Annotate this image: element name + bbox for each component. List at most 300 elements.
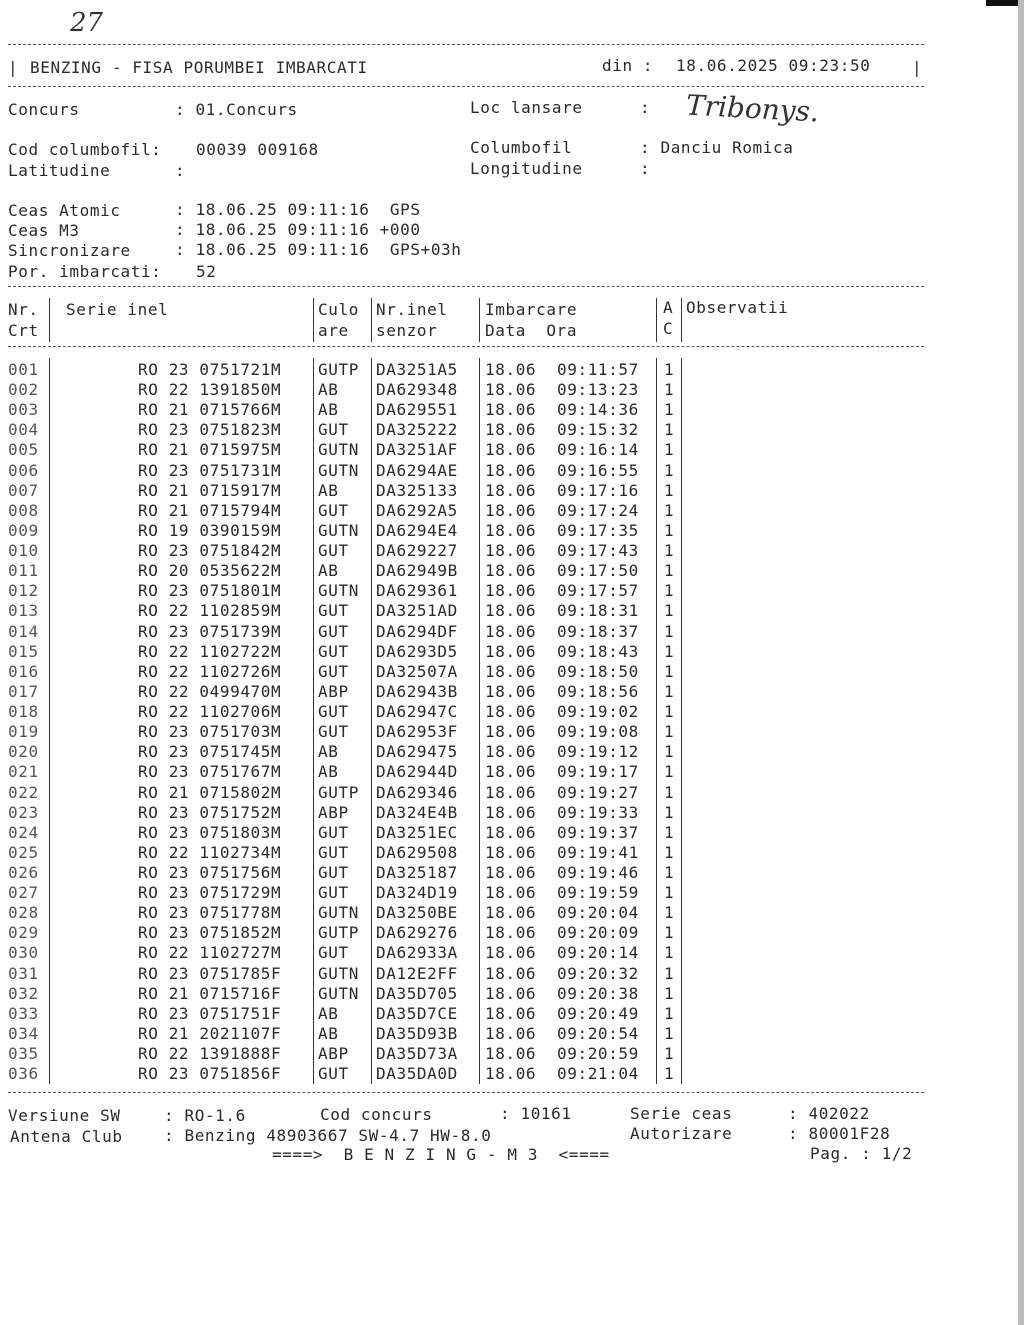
ring-sensor-id: DA629361: [376, 581, 458, 601]
ring-series: RO 22 1102727M: [138, 943, 282, 963]
boarding-date: 18.06: [485, 601, 537, 621]
ring-series: RO 23 0751767M: [138, 762, 282, 782]
pigeon-color: GUT: [318, 1064, 349, 1084]
table-row: [0, 642, 1024, 662]
boarding-date: 18.06: [485, 903, 537, 923]
divider: [8, 1092, 924, 1093]
table-row: [0, 521, 1024, 541]
ac-flag: 1: [664, 480, 675, 500]
ring-series: RO 21 0715975M: [138, 440, 282, 460]
table-row: [0, 481, 1024, 501]
pigeon-color: AB: [318, 380, 339, 400]
ring-series: RO 22 1391888F: [138, 1044, 282, 1064]
ring-series: RO 23 0751756M: [138, 863, 282, 882]
ac-flag: 1: [664, 822, 675, 842]
ring-sensor-id: DA12E2FF: [376, 963, 458, 983]
col-nr-2: Crt: [8, 321, 39, 340]
ring-series: RO 23 0751745M: [138, 742, 282, 762]
pigeon-color: GUT: [318, 822, 349, 842]
boarding-date: 18.06: [485, 460, 537, 480]
ring-sensor-id: DA6294DF: [376, 621, 458, 641]
table-row: [0, 722, 1024, 742]
ac-flag: 1: [664, 863, 675, 882]
ring-series: RO 23 0751801M: [138, 581, 282, 601]
column-separator: [479, 298, 480, 342]
cod-columbofil-label: Cod columbofil:: [8, 140, 162, 159]
boarding-date: 18.06: [485, 722, 537, 742]
ac-flag: 1: [664, 561, 675, 581]
ring-series: RO 21 0715716F: [138, 983, 282, 1003]
table-row: [0, 1064, 1024, 1084]
column-separator: [681, 298, 682, 342]
col-imbarcare-1: Imbarcare: [485, 300, 578, 319]
boarding-time: 09:16:14: [557, 440, 639, 460]
pigeon-color: GUTP: [318, 923, 359, 943]
ring-sensor-id: DA62943B: [376, 681, 458, 701]
ac-flag: 1: [664, 601, 675, 621]
ring-series: RO 22 1102734M: [138, 842, 282, 862]
antena-club-label: Antena Club: [10, 1127, 123, 1146]
ac-flag: 1: [664, 440, 675, 460]
col-ac-1: A: [663, 298, 674, 317]
boarding-time: 09:19:17: [557, 762, 639, 782]
pigeon-color: GUTN: [318, 983, 359, 1003]
ceas-atomic-label: Ceas Atomic: [8, 201, 121, 220]
row-number: 024: [8, 822, 39, 842]
ring-sensor-id: DA62947C: [376, 702, 458, 722]
boarding-time: 09:19:27: [557, 782, 639, 802]
boarding-time: 09:15:32: [557, 420, 639, 440]
ring-sensor-id: DA35D73A: [376, 1044, 458, 1064]
ring-sensor-id: DA35DA0D: [376, 1064, 458, 1084]
ac-flag: 1: [664, 742, 675, 762]
column-separator: [49, 298, 50, 342]
boarding-time: 09:20:38: [557, 983, 639, 1003]
col-imbarcare-2: Data Ora: [485, 321, 578, 340]
boarding-date: 18.06: [485, 983, 537, 1003]
ring-series: RO 22 1102722M: [138, 641, 282, 661]
ac-flag: 1: [664, 581, 675, 601]
table-row: [0, 964, 1024, 984]
pigeon-color: AB: [318, 1023, 339, 1043]
ring-series: RO 23 0751729M: [138, 883, 282, 903]
col-culoare-1: Culo: [318, 300, 359, 319]
pigeon-color: GUTN: [318, 520, 359, 540]
antena-club-value: : Benzing 48903667 SW-4.7 HW-8.0: [164, 1126, 492, 1145]
ac-flag: 1: [664, 360, 675, 379]
page-indicator: Pag. : 1/2: [810, 1144, 913, 1163]
ring-sensor-id: DA629346: [376, 782, 458, 802]
latitudine-value: :: [175, 161, 186, 180]
longitudine-label: Longitudine: [470, 159, 583, 178]
table-row: [0, 903, 1024, 923]
boarding-time: 09:20:04: [557, 903, 639, 923]
boarding-date: 18.06: [485, 822, 537, 842]
ring-series: RO 23 0751778M: [138, 903, 282, 923]
boarding-time: 09:20:09: [557, 923, 639, 943]
boarding-date: 18.06: [485, 420, 537, 440]
column-separator: [313, 298, 314, 342]
pigeon-color: ABP: [318, 681, 349, 701]
cod-concurs-label: Cod concurs: [320, 1105, 433, 1124]
row-number: 018: [8, 702, 39, 722]
ring-sensor-id: DA629348: [376, 380, 458, 400]
ring-series: RO 23 0751823M: [138, 420, 282, 440]
table-row: [0, 823, 1024, 843]
row-number: 035: [8, 1044, 39, 1064]
row-number: 031: [8, 963, 39, 983]
ceas-m3-value: : 18.06.25 09:11:16 +000: [175, 220, 421, 239]
boarding-date: 18.06: [485, 581, 537, 601]
boarding-time: 09:19:59: [557, 883, 639, 903]
boarding-time: 09:17:24: [557, 500, 639, 520]
pigeon-color: GUT: [318, 661, 349, 681]
ring-sensor-id: DA3251AF: [376, 440, 458, 460]
pigeon-color: GUT: [318, 722, 349, 742]
page-number-handwritten: 27: [70, 8, 104, 38]
divider: [8, 286, 924, 287]
row-number: 029: [8, 923, 39, 943]
column-separator: [656, 298, 657, 342]
report-date-label: din :: [602, 56, 654, 75]
pigeon-color: GUT: [318, 641, 349, 661]
ac-flag: 1: [664, 621, 675, 641]
ring-series: RO 23 0751803M: [138, 822, 282, 842]
ac-flag: 1: [664, 541, 675, 561]
table-row: [0, 682, 1024, 702]
row-number: 022: [8, 782, 39, 802]
row-number: 032: [8, 983, 39, 1003]
row-number: 023: [8, 802, 39, 822]
ring-sensor-id: DA3251EC: [376, 822, 458, 842]
table-row: [0, 783, 1024, 803]
table-row: [0, 420, 1024, 440]
ac-flag: 1: [664, 1044, 675, 1064]
row-number: 014: [8, 621, 39, 641]
table-row: [0, 1004, 1024, 1024]
row-number: 026: [8, 863, 39, 882]
boarding-time: 09:18:50: [557, 661, 639, 681]
boarding-time: 09:17:43: [557, 541, 639, 561]
pigeon-color: GUTN: [318, 963, 359, 983]
header-bar-right: |: [912, 58, 923, 77]
ring-series: RO 22 1102706M: [138, 702, 282, 722]
boarding-time: 09:13:23: [557, 380, 639, 400]
ring-sensor-id: DA62949B: [376, 561, 458, 581]
boarding-date: 18.06: [485, 520, 537, 540]
pigeon-color: GUT: [318, 863, 349, 882]
boarding-date: 18.06: [485, 380, 537, 400]
table-row: [0, 440, 1024, 460]
porumbei-imbarcati-label: Por. imbarcati:: [8, 262, 162, 281]
boarding-date: 18.06: [485, 842, 537, 862]
ac-flag: 1: [664, 400, 675, 420]
boarding-date: 18.06: [485, 681, 537, 701]
boarding-time: 09:17:50: [557, 561, 639, 581]
latitudine-label: Latitudine: [8, 161, 111, 180]
row-number: 036: [8, 1064, 39, 1084]
pigeon-color: AB: [318, 742, 339, 762]
pigeon-color: GUTP: [318, 360, 359, 379]
columbofil-value: : Danciu Romica: [640, 138, 794, 157]
pigeon-color: GUT: [318, 420, 349, 440]
ac-flag: 1: [664, 380, 675, 400]
ring-series: RO 20 0535622M: [138, 561, 282, 581]
boarding-date: 18.06: [485, 963, 537, 983]
boarding-time: 09:14:36: [557, 400, 639, 420]
row-number: 025: [8, 842, 39, 862]
boarding-time: 09:20:59: [557, 1044, 639, 1064]
table-row: [0, 843, 1024, 863]
ring-sensor-id: DA6292A5: [376, 500, 458, 520]
boarding-time: 09:18:56: [557, 681, 639, 701]
pigeon-color: AB: [318, 480, 339, 500]
longitudine-value: :: [640, 159, 651, 178]
ac-flag: 1: [664, 460, 675, 480]
ring-sensor-id: DA6294AE: [376, 460, 458, 480]
pigeon-color: GUT: [318, 943, 349, 963]
table-row: [0, 461, 1024, 481]
boarding-date: 18.06: [485, 1003, 537, 1023]
ac-flag: 1: [664, 983, 675, 1003]
boarding-time: 09:18:31: [557, 601, 639, 621]
pigeon-color: ABP: [318, 1044, 349, 1064]
boarding-date: 18.06: [485, 440, 537, 460]
ac-flag: 1: [664, 963, 675, 983]
pigeon-color: AB: [318, 1003, 339, 1023]
ring-sensor-id: DA35D7CE: [376, 1003, 458, 1023]
boarding-date: 18.06: [485, 782, 537, 802]
row-number: 006: [8, 460, 39, 480]
ring-sensor-id: DA6293D5: [376, 641, 458, 661]
boarding-time: 09:19:46: [557, 863, 639, 882]
boarding-date: 18.06: [485, 923, 537, 943]
row-number: 012: [8, 581, 39, 601]
boarding-time: 09:20:54: [557, 1023, 639, 1043]
ring-series: RO 23 0751852M: [138, 923, 282, 943]
ring-series: RO 22 1102859M: [138, 601, 282, 621]
ac-flag: 1: [664, 722, 675, 742]
ac-flag: 1: [664, 500, 675, 520]
ac-flag: 1: [664, 802, 675, 822]
ceas-m3-label: Ceas M3: [8, 221, 80, 240]
boarding-time: 09:17:16: [557, 480, 639, 500]
ring-sensor-id: DA3251AD: [376, 601, 458, 621]
table-row: [0, 662, 1024, 682]
loc-lansare-label: Loc lansare: [470, 98, 583, 117]
row-number: 001: [8, 360, 39, 379]
col-observatii: Observatii: [686, 298, 789, 317]
ring-sensor-id: DA325133: [376, 480, 458, 500]
report-date: 18.06.2025 09:23:50: [676, 56, 871, 75]
boarding-time: 09:16:55: [557, 460, 639, 480]
ring-sensor-id: DA629475: [376, 742, 458, 762]
pigeon-color: GUT: [318, 702, 349, 722]
header-bar-left: |: [8, 58, 19, 77]
pigeon-color: GUT: [318, 621, 349, 641]
table-row: [0, 561, 1024, 581]
table-row: [0, 601, 1024, 621]
ac-flag: 1: [664, 1064, 675, 1084]
concurs-value: : 01.Concurs: [175, 100, 298, 119]
table-row: [0, 1024, 1024, 1044]
serie-ceas-value: : 402022: [788, 1104, 870, 1123]
autorizare-label: Autorizare: [630, 1124, 733, 1143]
boarding-date: 18.06: [485, 400, 537, 420]
ring-sensor-id: DA62933A: [376, 943, 458, 963]
boarding-date: 18.06: [485, 802, 537, 822]
boarding-date: 18.06: [485, 883, 537, 903]
ring-series: RO 23 0751721M: [138, 360, 282, 379]
ring-series: RO 21 0715766M: [138, 400, 282, 420]
boarding-date: 18.06: [485, 863, 537, 882]
row-number: 008: [8, 500, 39, 520]
pigeon-color: GUTN: [318, 903, 359, 923]
row-number: 021: [8, 762, 39, 782]
col-ac-2: C: [663, 319, 674, 338]
ring-series: RO 21 0715917M: [138, 480, 282, 500]
columbofil-label: Columbofil: [470, 138, 573, 157]
serie-ceas-label: Serie ceas: [630, 1104, 733, 1123]
pigeon-color: AB: [318, 762, 339, 782]
ring-series: RO 23 0751842M: [138, 541, 282, 561]
boarding-date: 18.06: [485, 500, 537, 520]
ac-flag: 1: [664, 943, 675, 963]
boarding-date: 18.06: [485, 661, 537, 681]
col-serie: Serie inel: [66, 300, 169, 319]
ring-sensor-id: DA62953F: [376, 722, 458, 742]
boarding-time: 09:20:32: [557, 963, 639, 983]
ring-series: RO 22 1102726M: [138, 661, 282, 681]
ac-flag: 1: [664, 903, 675, 923]
loc-lansare-handwritten: Tribonys.: [685, 88, 820, 129]
ring-sensor-id: DA325222: [376, 420, 458, 440]
ring-series: RO 23 0751731M: [138, 460, 282, 480]
ring-sensor-id: DA3250BE: [376, 903, 458, 923]
ring-sensor-id: DA3251A5: [376, 360, 458, 379]
boarding-date: 18.06: [485, 541, 537, 561]
ring-sensor-id: DA6294E4: [376, 520, 458, 540]
boarding-date: 18.06: [485, 1023, 537, 1043]
boarding-date: 18.06: [485, 1064, 537, 1084]
ring-series: RO 21 0715802M: [138, 782, 282, 802]
boarding-date: 18.06: [485, 621, 537, 641]
table-row: [0, 400, 1024, 420]
ring-sensor-id: DA35D93B: [376, 1023, 458, 1043]
pigeon-color: GUTN: [318, 460, 359, 480]
row-number: 030: [8, 943, 39, 963]
pigeon-color: AB: [318, 400, 339, 420]
sincronizare-label: Sincronizare: [8, 241, 131, 260]
boarding-time: 09:19:08: [557, 722, 639, 742]
row-number: 005: [8, 440, 39, 460]
row-number: 010: [8, 541, 39, 561]
table-row: [0, 541, 1024, 561]
row-number: 028: [8, 903, 39, 923]
boarding-date: 18.06: [485, 943, 537, 963]
pigeon-color: ABP: [318, 802, 349, 822]
ring-sensor-id: DA629508: [376, 842, 458, 862]
row-number: 020: [8, 742, 39, 762]
ring-series: RO 23 0751751F: [138, 1003, 282, 1023]
pigeon-color: GUTN: [318, 581, 359, 601]
table-row: [0, 883, 1024, 903]
boarding-time: 09:17:35: [557, 520, 639, 540]
ring-series: RO 19 0390159M: [138, 520, 282, 540]
autorizare-value: : 80001F28: [788, 1124, 891, 1143]
table-row: [0, 501, 1024, 521]
table-row: [0, 1044, 1024, 1064]
pigeon-color: GUT: [318, 541, 349, 561]
table-row: [0, 923, 1024, 943]
boarding-time: 09:18:43: [557, 641, 639, 661]
row-number: 033: [8, 1003, 39, 1023]
row-number: 013: [8, 601, 39, 621]
boarding-date: 18.06: [485, 480, 537, 500]
table-row: [0, 863, 1024, 883]
boarding-date: 18.06: [485, 360, 537, 379]
divider: [8, 86, 924, 87]
ac-flag: 1: [664, 420, 675, 440]
ac-flag: 1: [664, 681, 675, 701]
ring-series: RO 21 0715794M: [138, 500, 282, 520]
ring-series: RO 22 0499470M: [138, 681, 282, 701]
sincronizare-value: : 18.06.25 09:11:16 GPS+03h: [175, 240, 462, 259]
boarding-date: 18.06: [485, 762, 537, 782]
table-row: [0, 803, 1024, 823]
ring-series: RO 23 0751856F: [138, 1064, 282, 1084]
ac-flag: 1: [664, 702, 675, 722]
divider: [8, 346, 924, 347]
row-number: 034: [8, 1023, 39, 1043]
ac-flag: 1: [664, 782, 675, 802]
col-senzor-1: Nr.inel: [376, 300, 448, 319]
report-title: BENZING - FISA PORUMBEI IMBARCATI: [30, 58, 368, 77]
ac-flag: 1: [664, 641, 675, 661]
cod-columbofil-value: 00039 009168: [196, 140, 319, 159]
boarding-date: 18.06: [485, 641, 537, 661]
table-row: [0, 943, 1024, 963]
boarding-time: 09:20:14: [557, 943, 639, 963]
row-number: 002: [8, 380, 39, 400]
boarding-time: 09:19:33: [557, 802, 639, 822]
boarding-time: 09:19:37: [557, 822, 639, 842]
ring-series: RO 23 0751785F: [138, 963, 282, 983]
row-number: 027: [8, 883, 39, 903]
benzing-brand-line: ====> B E N Z I N G - M 3 <====: [272, 1145, 610, 1164]
ring-series: RO 23 0751739M: [138, 621, 282, 641]
pigeon-color: GUT: [318, 883, 349, 903]
ring-series: RO 23 0751752M: [138, 802, 282, 822]
boarding-time: 09:19:41: [557, 842, 639, 862]
divider: [8, 44, 924, 45]
ring-series: RO 21 2021107F: [138, 1023, 282, 1043]
porumbei-imbarcati-value: 52: [196, 262, 217, 281]
ring-sensor-id: DA629551: [376, 400, 458, 420]
boarding-date: 18.06: [485, 702, 537, 722]
cod-concurs-value: : 10161: [500, 1104, 572, 1123]
ring-sensor-id: DA35D705: [376, 983, 458, 1003]
ac-flag: 1: [664, 661, 675, 681]
pigeon-color: GUT: [318, 500, 349, 520]
ac-flag: 1: [664, 1003, 675, 1023]
row-number: 019: [8, 722, 39, 742]
row-number: 011: [8, 561, 39, 581]
boarding-time: 09:18:37: [557, 621, 639, 641]
row-number: 009: [8, 520, 39, 540]
ac-flag: 1: [664, 1023, 675, 1043]
concurs-label: Concurs: [8, 100, 80, 119]
